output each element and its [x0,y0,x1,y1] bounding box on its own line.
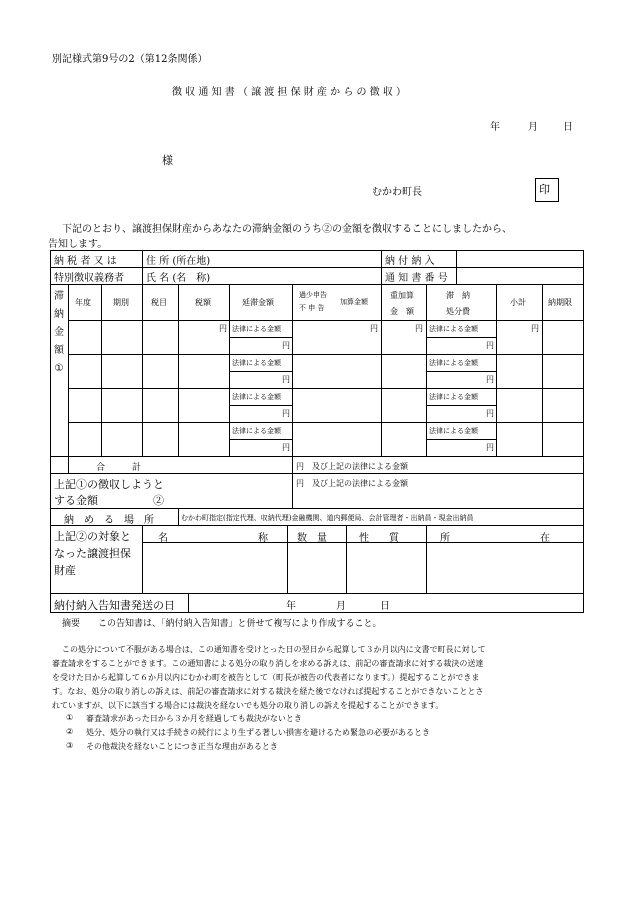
row4-disp-law: 法律による金額 [429,427,478,435]
condition-1-text: 審査請求があった日から３か月を経過しても裁決がないとき [86,714,302,723]
col-tax-amount: 税額 [195,298,211,307]
row1-heavy-yen: 円 [415,324,423,333]
row1-subtotal-yen: 円 [531,324,539,333]
row2-disp-yen: 円 [486,375,494,384]
intro-line-1: 下記のとおり、譲渡担保財産からあなたの滞納金額のうち②の金額を徴収することにしましたから、 [62,224,512,235]
send-date-year: 年 [286,601,296,612]
row1-delay-yen: 円 [282,341,290,350]
seal-mark: 印 [539,183,550,196]
issuer-name: むかわ町長 [372,187,422,198]
addressee-suffix: 様 [162,154,173,167]
row3-disp-yen: 円 [486,409,494,418]
row3-disp-law: 法律による金額 [429,393,478,401]
send-date-day: 日 [380,601,390,612]
object-col-quantity: 数 量 [297,533,327,544]
appeal-line-3: を受けた日から起算して６か月以内にむかわ町を被告として（町長が被告の代表者になります。）提起することができま [52,673,480,682]
arrears-char-1: 滞 [54,291,64,302]
col-period: 期別 [113,298,129,307]
object-col-nature: 性 質 [359,533,399,544]
summary-text: この告知書は、「納付納入告知書」と併せて複写により作成すること。 [98,619,382,629]
arrears-char-3: 金 [54,327,64,338]
date-year-label: 年 [490,122,500,133]
object-label-3: 財産 [54,564,76,577]
condition-3-num: ③ [66,741,74,750]
arrears-char-2: 納 [54,309,64,320]
appeal-line-1: この処分について不服がある場合は、この通知書を受けとった日の翌日から起算して３か月以内に文書で町長に対して [62,645,486,654]
object-col-location: 所 在 [440,533,550,544]
row4-delay-yen: 円 [282,443,290,452]
appeal-line-4: す。なお、処分の取り消しの訴えは、前記の審査請求に対する裁決を経た後でなければ提起することができないこととさ [52,687,484,696]
col-disposal-2: 処分費 [446,307,470,316]
col-delay: 延滞金額 [242,298,274,307]
date-day-label: 日 [563,122,573,133]
condition-2-text: 処分、処分の執行又は手続きの続行により生ずる著しい損害を避けるため緊急の必要があるとき [86,728,430,737]
total-note: 円 及び上記の法律による金額 [296,462,408,471]
payment-notice-label-2: 通 知 書 番 号 [385,273,448,284]
condition-2-num: ② [66,727,74,736]
intro-line-2: 告知します。 [48,239,108,250]
arrears-char-5: ① [54,363,64,374]
date-month-label: 月 [528,122,538,133]
row1-delay-law: 法律による金額 [232,325,281,333]
row2-delay-yen: 円 [282,375,290,384]
collect-note: 円 及び上記の法律による金額 [296,479,408,488]
total-label: 合 計 [96,463,142,473]
collect-label-2: する金額 ② [54,494,164,507]
collect-label-1: 上記①の徴収しようと [54,478,164,491]
condition-3-text: その他裁決を経ないことにつき正当な理由があるとき [86,742,278,751]
place-label: 納 め る 場 所 [64,515,154,526]
row1-tax-yen: 円 [219,324,227,333]
col-subtotal: 小計 [510,298,526,307]
row1-add-yen: 円 [370,324,378,333]
row4-delay-law: 法律による金額 [232,427,281,435]
taxpayer-label: 納 税 者 又 は [54,256,117,267]
row1-disp-law: 法律による金額 [429,325,478,333]
address-label: 住 所 (所在地) [146,256,211,267]
place-value: むかわ町指定(指定代理、収納代理)金融機関、道内郵便局、会計管理者・出納員・現金出納員 [181,514,474,522]
col-heavy-2: 金 額 [390,307,414,316]
row3-delay-yen: 円 [282,409,290,418]
object-label-1: 上記②の対象と [54,530,131,543]
row4-disp-yen: 円 [486,443,494,452]
appeal-line-2: 審査請求をすることができます。この通知書による処分の取り消しを求める訴えは、前記の審査請求に対する裁決の送達 [52,659,484,668]
row2-delay-law: 法律による金額 [232,359,281,367]
col-tax-item: 税目 [151,298,167,307]
col-under-2: 不 申 告 [299,304,325,312]
special-collector-label: 特別徴収義務者 [54,273,124,284]
row2-disp-law: 法律による金額 [429,359,478,367]
col-under-1: 過少申告 [299,291,327,299]
col-deadline: 納期限 [548,298,572,307]
row1-disp-yen: 円 [486,341,494,350]
send-date-label: 納付納入告知書発送の日 [54,599,175,612]
send-date-month: 月 [336,601,346,612]
name-label: 氏 名 (名 称) [146,273,211,284]
col-disposal-1: 滞 納 [446,291,470,300]
col-heavy-1: 重加算 [390,291,414,300]
payment-notice-label-1: 納 付 納 入 [385,256,435,267]
col-add: 加算金額 [340,298,368,306]
object-col-name: 名 称 [158,533,268,544]
document-title: 徴 収 通 知 書 （ 譲 渡 担 保 財 産 か ら の 徴 収 ） [172,87,407,98]
appeal-line-5: れていますが、以下に該当する場合には裁決を経ないでも処分の取り消しの訴えを提起することができます。 [52,701,444,710]
arrears-char-4: 額 [54,345,64,356]
col-year: 年度 [75,298,91,307]
form-number: 別記様式第9号の2（第12条関係） [52,54,208,65]
condition-1-num: ① [66,713,74,722]
object-label-2: なった譲渡担保 [54,547,131,560]
row3-delay-law: 法律による金額 [232,393,281,401]
summary-label: 摘要 [62,619,81,629]
